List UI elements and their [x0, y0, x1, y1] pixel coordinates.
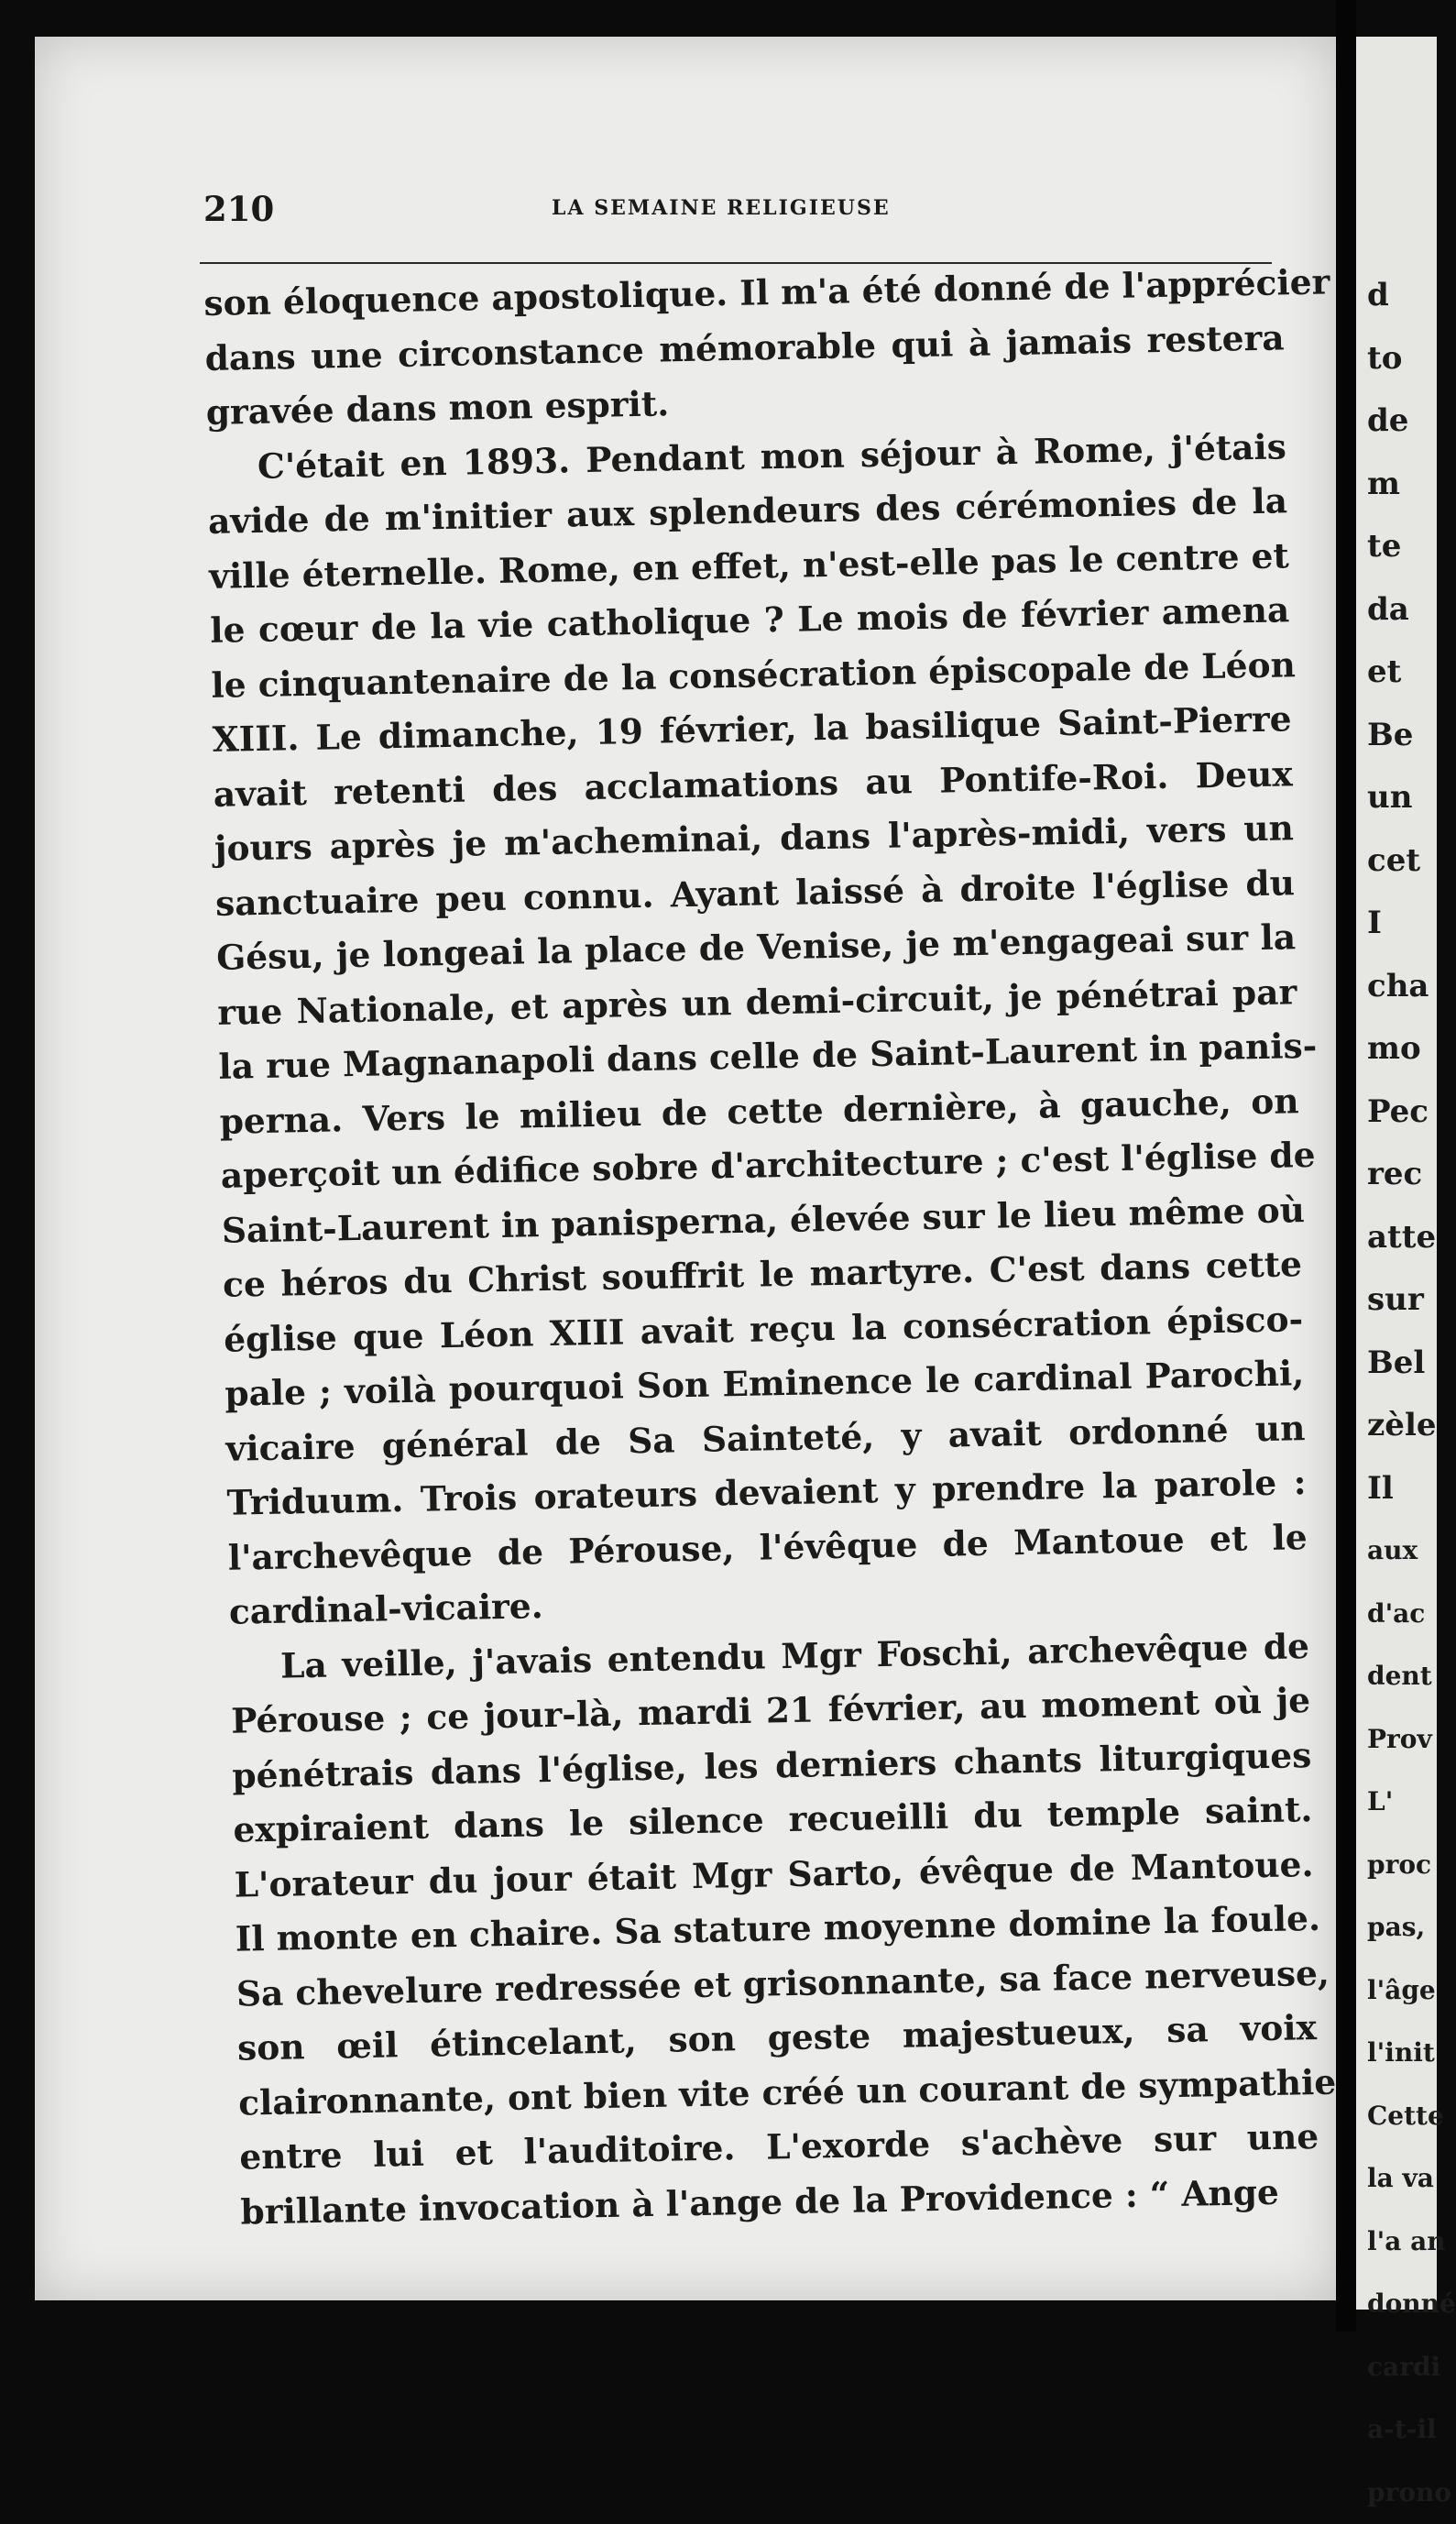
- facing-page-fragment: zèle: [1367, 1394, 1450, 1457]
- text-line: ville éternelle. Rome, en effet, n'est-elle pas le centre et: [209, 529, 1289, 604]
- text-line: pale ; voilà pourquoi Son Eminence le cardinal Parochi,: [224, 1346, 1305, 1421]
- facing-page-fragment: Prov: [1367, 1708, 1450, 1772]
- text-line: brillante invocation à l'ange de la Providence : “ Ange: [240, 2165, 1320, 2240]
- text-line: pénétrais dans l'église, les derniers chants liturgiques: [232, 1728, 1312, 1804]
- text-line: XIII. Le dimanche, 19 février, la basilique Saint-Pierre: [212, 692, 1292, 767]
- facing-page-fragment: Cette: [1367, 2085, 1450, 2148]
- text-line: avait retenti des acclamations au Pontife-Roi. Deux: [213, 747, 1293, 822]
- text-line: perna. Vers le milieu de cette dernière, à gauche, on: [219, 1074, 1299, 1149]
- facing-page-fragment: m: [1367, 453, 1450, 516]
- book-gutter: [1336, 0, 1356, 2332]
- text-line: la rue Magnanapoli dans celle de Saint-Laurent in panis-: [218, 1019, 1298, 1094]
- facing-page-fragment: d: [1367, 264, 1450, 327]
- facing-page-fragment: prono: [1367, 2462, 1450, 2524]
- facing-page-fragment: to: [1367, 327, 1450, 390]
- text-line: Sa chevelure redressée et grisonnante, sa face nerveuse,: [235, 1947, 1316, 2022]
- facing-page-fragment: donné: [1367, 2273, 1450, 2336]
- text-line: église que Léon XIII avait reçu la consécration épisco-: [224, 1292, 1304, 1367]
- page-number: 210: [203, 189, 274, 229]
- text-line: claironnante, ont bien vite créé un courant de sympathie: [238, 2056, 1319, 2131]
- facing-page-fragment: pas,: [1367, 1896, 1450, 1959]
- text-line: gravée dans mon esprit.: [205, 365, 1286, 440]
- facing-page-fragment: cardi: [1367, 2336, 1450, 2399]
- text-line: Il monte en chaire. Sa stature moyenne domine la foule.: [235, 1892, 1315, 1967]
- facing-page-fragment: Il: [1367, 1457, 1450, 1520]
- text-line: jours après je m'acheminai, dans l'après-midi, vers un: [213, 801, 1294, 876]
- facing-page-fragment: Be: [1367, 704, 1450, 767]
- facing-page-fragment: proc: [1367, 1834, 1450, 1897]
- facing-page-fragment: d'ac: [1367, 1583, 1450, 1646]
- facing-page-fragment: dent: [1367, 1645, 1450, 1708]
- text-line: Pérouse ; ce jour-là, mardi 21 février, au moment où je: [231, 1674, 1311, 1749]
- facing-page-fragment: Bel: [1367, 1332, 1450, 1395]
- facing-page-fragment: aux: [1367, 1520, 1450, 1583]
- facing-page-fragment: rec: [1367, 1143, 1450, 1206]
- text-line: ce héros du Christ souffrit le martyre. C'est dans cette: [223, 1237, 1303, 1312]
- facing-page-fragment: a-t-il: [1367, 2398, 1450, 2462]
- text-line: rue Nationale, et après un demi-circuit, je pénétrai par: [217, 965, 1297, 1040]
- facing-page-fragment: da: [1367, 578, 1450, 642]
- facing-page-text: [1367, 264, 1450, 2524]
- facing-page-fragment: I: [1367, 892, 1450, 955]
- text-line: L'orateur du jour était Mgr Sarto, évêque de Mantoue.: [234, 1838, 1314, 1913]
- text-line: vicaire général de Sa Sainteté, y avait ordonné un: [225, 1401, 1306, 1476]
- body-text: [203, 256, 1320, 2239]
- facing-page-edge: [1356, 37, 1437, 2310]
- text-line: La veille, j'avais entendu Mgr Foschi, archevêque de: [230, 1619, 1310, 1695]
- text-line: sanctuaire peu connu. Ayant laissé à droite l'église du: [215, 856, 1296, 931]
- facing-page-fragment: atte: [1367, 1206, 1450, 1269]
- facing-page-fragment: te: [1367, 515, 1450, 578]
- facing-page-fragment: de: [1367, 390, 1450, 453]
- facing-page-fragment: sur: [1367, 1268, 1450, 1332]
- facing-page-fragment: L': [1367, 1771, 1450, 1834]
- text-line: son œil étincelant, son geste majestueux, sa voix: [237, 2001, 1318, 2076]
- text-line: Saint-Laurent in panisperna, élevée sur le lieu même où: [221, 1183, 1301, 1258]
- text-line: l'archevêque de Pérouse, l'évêque de Mantoue et le: [227, 1510, 1308, 1586]
- facing-page-fragment: cet: [1367, 829, 1450, 893]
- page-header: [203, 189, 1285, 225]
- facing-page-fragment: et: [1367, 641, 1450, 704]
- text-line: C'était en 1893. Pendant mon séjour à Rome, j'étais: [206, 420, 1286, 495]
- text-line: aperçoit un édifice sobre d'architecture ; c'est l'église de: [220, 1128, 1300, 1203]
- running-title: LA SEMAINE RELIGIEUSE: [552, 196, 891, 220]
- text-line: le cœur de la vie catholique ? Le mois de février amena: [210, 583, 1290, 658]
- text-line: entre lui et l'auditoire. L'exorde s'achève sur une: [239, 2110, 1319, 2185]
- facing-page-fragment: cha: [1367, 955, 1450, 1018]
- text-line: dans une circonstance mémorable qui à jamais restera: [204, 311, 1285, 386]
- text-line: avide de m'initier aux splendeurs des cérémonies de la: [208, 474, 1288, 549]
- facing-page-fragment: Pec: [1367, 1081, 1450, 1144]
- facing-page-fragment: la va: [1367, 2147, 1450, 2211]
- text-line: expiraient dans le silence recueilli du temple saint.: [233, 1783, 1313, 1858]
- facing-page-fragment: l'âge: [1367, 1959, 1450, 2023]
- text-line: cardinal-vicaire.: [228, 1564, 1308, 1640]
- text-line: le cinquantenaire de la consécration épiscopale de Léon: [211, 638, 1291, 713]
- facing-page-fragment: l'a an: [1367, 2211, 1450, 2274]
- facing-page-fragment: l'init: [1367, 2022, 1450, 2085]
- text-line: Gésu, je longeai la place de Venise, je m'engageai sur la: [216, 910, 1297, 985]
- facing-page-fragment: un: [1367, 766, 1450, 829]
- facing-page-fragment: mo: [1367, 1017, 1450, 1081]
- text-line: son éloquence apostolique. Il m'a été donné de l'apprécier: [203, 256, 1284, 331]
- text-line: Triduum. Trois orateurs devaient y prendre la parole :: [226, 1455, 1307, 1531]
